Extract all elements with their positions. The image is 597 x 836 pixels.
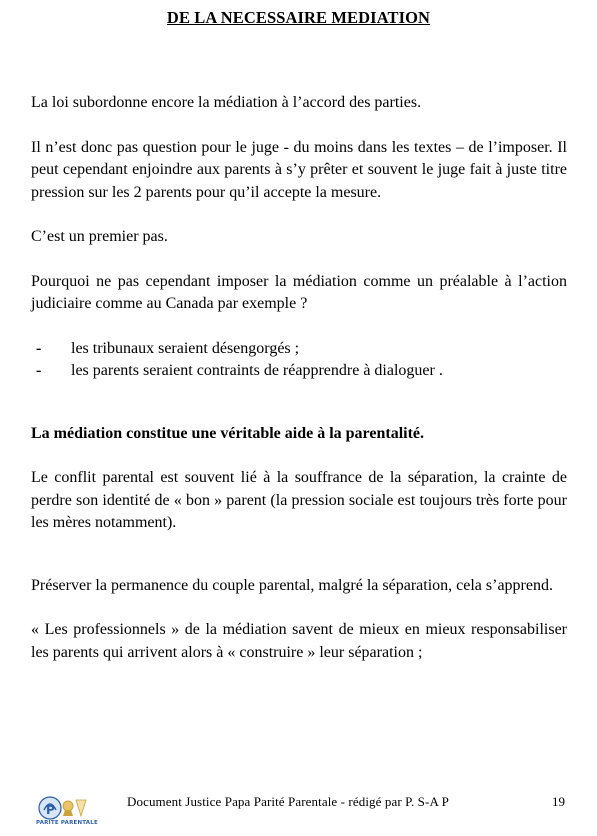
bullet-list bbox=[31, 338, 567, 383]
section-heading: La médiation constitue une véritable aide à la parentalité. bbox=[31, 424, 425, 442]
paragraph-5: Le conflit parental est souvent lié à la souffrance de la séparation, la crainte de perdre son identité de « bon » parent (la pression sociale est toujours très forte pour les mères notamment). bbox=[31, 469, 567, 531]
paragraph-6: Préserver la permanence du couple parental, malgré la séparation, cela s’apprend. bbox=[31, 576, 553, 594]
page-footer bbox=[0, 790, 597, 830]
list-item bbox=[31, 360, 567, 383]
paragraph-4: Pourquoi ne pas cependant imposer la médiation comme un préalable à l’action judiciaire comme au Canada par exemple ? bbox=[31, 272, 567, 312]
page-title: DE LA NECESSAIRE MEDIATION bbox=[166, 8, 431, 27]
svg-text:P: P bbox=[46, 803, 55, 817]
list-item-text: les parents seraient contraints de réapprendre à dialoguer . bbox=[71, 362, 443, 379]
dash-bullet: - bbox=[36, 339, 42, 357]
paragraph-1: La loi subordonne encore la médiation à l’accord des parties. bbox=[31, 94, 422, 111]
page-number: 19 bbox=[552, 794, 565, 809]
dash-bullet: - bbox=[36, 362, 42, 379]
paragraph-3: C’est un premier pas. bbox=[31, 228, 168, 245]
paragraph-7: « Les professionnels » de la médiation savent de mieux en mieux responsabiliser les parents qui arrivent alors à « construire » leur séparation ; bbox=[31, 621, 567, 661]
logo-caption: PARITE PARENTALE bbox=[36, 820, 98, 826]
list-item bbox=[31, 338, 567, 361]
paragraph-2: Il n’est donc pas question pour le juge - du moins dans les textes – de l’imposer. Il peut cependant enjoindre aux parents à s’y prêter et souvent le juge fait à juste titre pression sur les 2 parents pour qu’il accepte la mesure. bbox=[31, 138, 567, 201]
footer-text: Document Justice Papa Parité Parentale - rédigé par P. S-A P bbox=[127, 794, 449, 809]
list-item-text: les tribunaux seraient désengorgés ; bbox=[71, 339, 300, 357]
document-body bbox=[31, 92, 567, 664]
